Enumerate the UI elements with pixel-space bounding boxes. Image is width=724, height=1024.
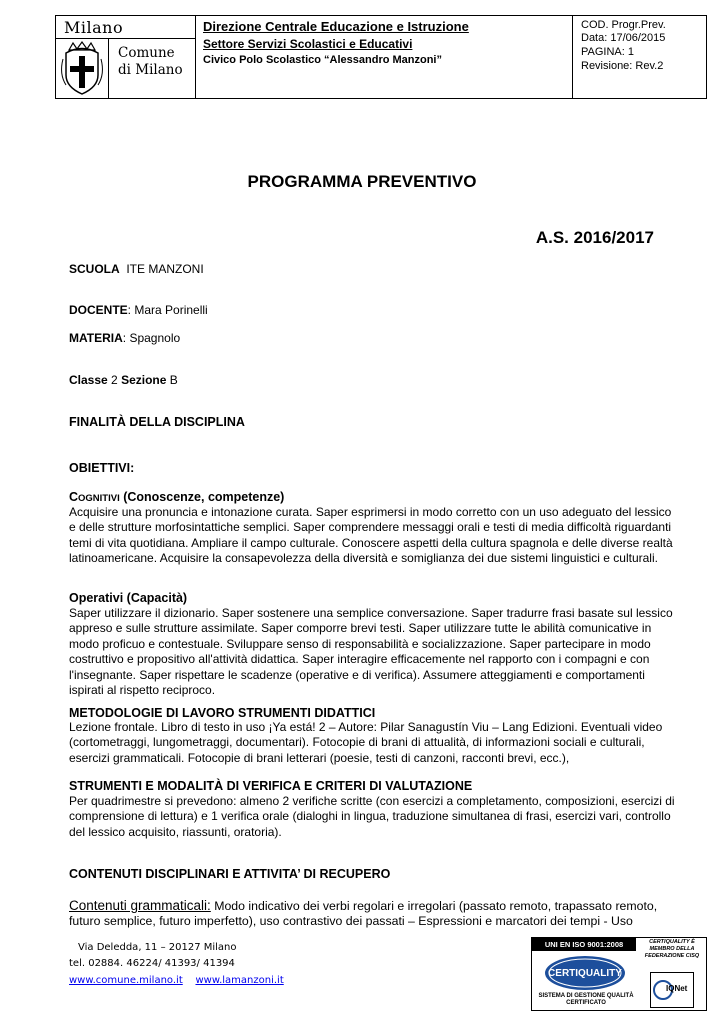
certiquality-logo-icon [540,953,630,993]
logo-comune-line1: Comune [118,45,175,61]
milano-crest-icon [56,39,108,98]
section-finalita: FINALITÀ DELLA DISCIPLINA [69,415,245,429]
cert-system: SISTEMA DI GESTIONE QUALITÀ CERTIFICATO [538,993,634,1006]
materia-line [69,331,180,345]
metodologie-heading: METODOLOGIE DI LAVORO STRUMENTI DIDATTICI [69,706,376,720]
cognitivi-heading: COGNITIVI (Conoscenze, competenze) [69,490,285,504]
header-school: Civico Polo Scolastico “Alessandro Manzoni” [203,54,442,66]
classe-line [69,373,178,387]
iqnet-label: IQNet [666,984,688,993]
cognitivi-text: Acquisire una pronuncia e intonazione curata. Saper esprimersi in modo corretto con un uso adeguato del lessico e delle strutture morfosintattiche semplici. Saper comprendere messaggi orali e testi di media difficoltà riguardanti temi di vita quotidiana. Ampliare il campo culturale. Conoscere aspetti della cultura spagnola e delle diverse realtà latinoamericane. Acquisire la consapevolezza della diversità e somiglianza dei due sistemi linguistici e culturali. [69,505,673,566]
operativi-heading: Operativi (Capacità) [69,591,188,605]
strumenti-text: Per quadrimestre si prevedono: almeno 2 verifiche scritte (con esercizi a completamento, composizioni, esercizi di comprensione di lettura) e 1 verifica orale (dialoghi in lingua, traduzione simultanea di frasi, esercizi vari, controllo del lessico acquisito, riassunti, oratoria). [69,794,675,839]
school-year: A.S. 2016/2017 [535,228,654,247]
strumenti-heading: STRUMENTI E MODALITÀ DI VERIFICA E CRITERI DI VALUTAZIONE [69,779,473,793]
footer-tel: tel. 02884. 46224/ 41393/ 41394 [69,958,235,969]
cert-member: CERTIQUALITY È MEMBRO DELLA FEDERAZIONE CISQ [644,939,700,959]
contenuti-heading: CONTENUTI DISCIPLINARI E ATTIVITA’ DI RECUPERO [69,867,391,881]
logo-city: Milano [64,18,124,37]
logo-comune-line2: di Milano [118,62,183,78]
scuola-value: ITE MANZONI [126,262,204,276]
document-header [55,15,707,99]
metodologie-text: Lezione frontale. Libro di testo in uso ¡Ya está! 2 – Autore: Pilar Sanagustín Viu – Lang Edizioni. Eventuali video (cortometraggi, lungometraggi, documentari). Fotocopie di brani di attualità, di informazioni sociali e culturali, esercizi grammaticali. Fotocopie di brani letterari (poesie, testi di canzoni, racconti brevi, ecc.), [69,720,663,765]
logo-city-box [56,16,195,39]
sezione-value: B [169,373,178,387]
scuola-line [69,262,204,276]
cert-brand: CERTIQUALITY [548,968,622,979]
logo-block [56,16,196,98]
contenuti-text: Contenuti grammaticali: Modo indicativo dei verbi regolari e irregolari (passato remoto, trapassato remoto, futuro semplice, futuro imperfetto), uso contrastivo dei passati – Espressioni e marcatori dei tempi - Uso [69,898,658,929]
footer-address: Via Deledda, 11 – 20127 Milano [78,942,237,953]
docente-label: DOCENTE [69,303,128,317]
iqnet-box [650,972,694,1008]
meta-revisione: Revisione: Rev.2 [581,60,664,72]
docente-value: : Mara Porinelli [127,303,208,317]
page-title: PROGRAMMA PREVENTIVO [247,172,477,191]
footer-link-manzoni[interactable]: www.lamanzoni.it [195,975,284,986]
section-obiettivi: OBIETTIVI: [69,461,135,475]
header-direction: Direzione Centrale Educazione e Istruzione [203,19,469,34]
footer-link-comune[interactable]: www.comune.milano.it [69,975,183,986]
materia-label: MATERIA [69,331,123,345]
sezione-label: Sezione [121,373,167,387]
meta-pagina: PAGINA: 1 [581,46,634,58]
docente-line [69,303,208,317]
meta-data: Data: 17/06/2015 [581,32,666,44]
classe-value: 2 [111,373,118,387]
materia-value: : Spagnolo [122,331,181,345]
meta-cod: COD. Progr.Prev. [581,19,666,31]
classe-label: Classe [69,373,108,387]
certification-badge [531,937,707,1011]
contenuti-label: Contenuti grammaticali: [69,898,211,913]
cert-iso: UNI EN ISO 9001:2008 [532,938,636,951]
header-sector: Settore Servizi Scolastici e Educativi [203,37,413,51]
operativi-text: Saper utilizzare il dizionario. Saper sostenere una semplice conversazione. Saper tradurre frasi basate sul lessico appreso e sulle strutture assimilate. Saper comporre brevi testi. Saper utilizzare tutte le abilità comunicative in modo proficuo e contestuale. Sviluppare senso di responsabilità e socializzazione. Saper partecipare in modo costruttivo e propositivo all'attività didattica. Saper interagire efficacemente nel rapporto con i compagni e con l'insegnante. Saper rispettare le scadenze (operative e di verifica). Assumere atteggiamenti e comportamenti ispirati al rispetto reciproco. [69,606,673,698]
scuola-label: SCUOLA [69,262,120,276]
